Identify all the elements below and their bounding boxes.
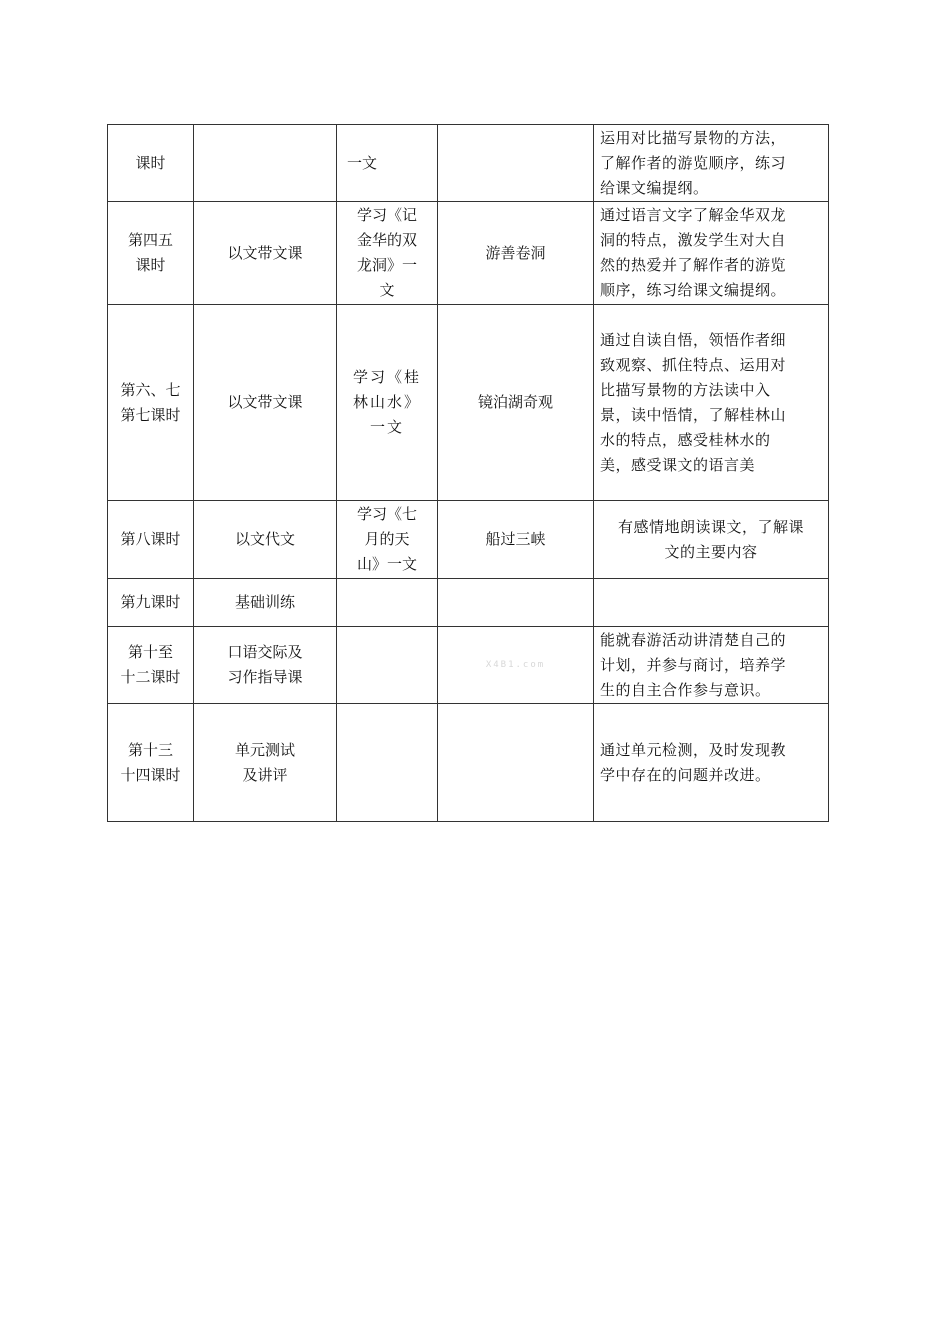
extension-cell bbox=[438, 501, 594, 579]
lesson-cell bbox=[108, 125, 194, 202]
table-row bbox=[108, 579, 829, 627]
goal-cell bbox=[594, 305, 829, 501]
goal-cell bbox=[594, 704, 829, 822]
type-cell bbox=[194, 125, 337, 202]
goal-text: 通过语言文字了解金华双龙 洞的特点，激发学生对大自 然的热爱并了解作者的游览 顺序，练习给课文编提纲。 bbox=[600, 206, 787, 299]
extension-text: 游善卷洞 bbox=[485, 243, 546, 262]
lesson-text: 第六、七 第七课时 bbox=[120, 380, 181, 424]
content-cell bbox=[337, 579, 438, 627]
content-text: 学习《记 金华的双 龙洞》一 文 bbox=[356, 206, 417, 299]
goal-text: 运用对比描写景物的方法， 了解作者的游览顺序，练习 给课文编提纲。 bbox=[600, 128, 787, 197]
goal-cell bbox=[594, 125, 829, 202]
type-cell bbox=[194, 202, 337, 305]
lesson-cell bbox=[108, 501, 194, 579]
content-cell bbox=[337, 202, 438, 305]
type-cell bbox=[194, 305, 337, 501]
lesson-text: 第十至 十二课时 bbox=[120, 643, 181, 686]
lesson-text: 第四五 课时 bbox=[127, 231, 173, 274]
type-text: 单元测试 及讲评 bbox=[234, 740, 295, 784]
extension-cell bbox=[438, 579, 594, 627]
type-cell bbox=[194, 704, 337, 822]
content-cell bbox=[337, 627, 438, 704]
content-text: 学习《桂 林山水》 一文 bbox=[352, 368, 421, 436]
content-cell bbox=[337, 125, 438, 202]
type-text: 以文代文 bbox=[234, 530, 295, 548]
lesson-cell bbox=[108, 202, 194, 305]
type-cell bbox=[194, 579, 337, 627]
type-text: 以文带文课 bbox=[227, 393, 303, 411]
lesson-cell bbox=[108, 627, 194, 704]
extension-text: 船过三峡 bbox=[485, 530, 546, 548]
content-text: 一文 bbox=[347, 153, 378, 172]
lesson-cell bbox=[108, 704, 194, 822]
type-cell bbox=[194, 501, 337, 579]
table-row bbox=[108, 125, 829, 202]
lesson-text: 第八课时 bbox=[120, 530, 181, 548]
extension-text: 镜泊湖奇观 bbox=[477, 393, 553, 411]
goal-cell bbox=[594, 579, 829, 627]
type-cell bbox=[194, 627, 337, 704]
extension-cell bbox=[438, 202, 594, 305]
content-text: 学习《七 月的天 山》一文 bbox=[356, 505, 417, 573]
goal-text: 有感情地朗读课文，了解课 文的主要内容 bbox=[617, 517, 804, 561]
goal-text: 能就春游活动讲清楚自己的 计划，并参与商讨，培养学 生的自主合作参与意识。 bbox=[600, 630, 787, 699]
table-row bbox=[108, 305, 829, 501]
table-row bbox=[108, 627, 829, 704]
extension-cell bbox=[438, 704, 594, 822]
lesson-plan-table bbox=[107, 124, 829, 822]
watermark: X4B1.com bbox=[485, 659, 546, 670]
lesson-text: 第九课时 bbox=[120, 593, 181, 611]
lesson-cell bbox=[108, 305, 194, 501]
goal-cell bbox=[594, 627, 829, 704]
lesson-cell bbox=[108, 579, 194, 627]
lesson-text: 第十三 十四课时 bbox=[120, 740, 181, 784]
type-text: 口语交际及 习作指导课 bbox=[227, 643, 303, 686]
lesson-text: 课时 bbox=[135, 153, 166, 172]
content-cell bbox=[337, 305, 438, 501]
goal-text: 通过自读自悟，领悟作者细 致观察、抓住特点、运用对 比描写景物的方法读中入 景，读中悟情，了解桂林山 水的特点，感受桂林水的 美，感受课文的语言美 bbox=[600, 330, 787, 474]
goal-text: 通过单元检测，及时发现教 学中存在的问题并改进。 bbox=[600, 740, 787, 784]
table-row bbox=[108, 704, 829, 822]
content-cell bbox=[337, 704, 438, 822]
extension-cell bbox=[438, 305, 594, 501]
type-text: 基础训练 bbox=[234, 593, 295, 611]
goal-cell bbox=[594, 202, 829, 305]
extension-cell bbox=[438, 125, 594, 202]
content-cell bbox=[337, 501, 438, 579]
extension-cell bbox=[438, 627, 594, 704]
goal-cell bbox=[594, 501, 829, 579]
type-text: 以文带文课 bbox=[227, 243, 303, 262]
table-row bbox=[108, 202, 829, 305]
table-row bbox=[108, 501, 829, 579]
